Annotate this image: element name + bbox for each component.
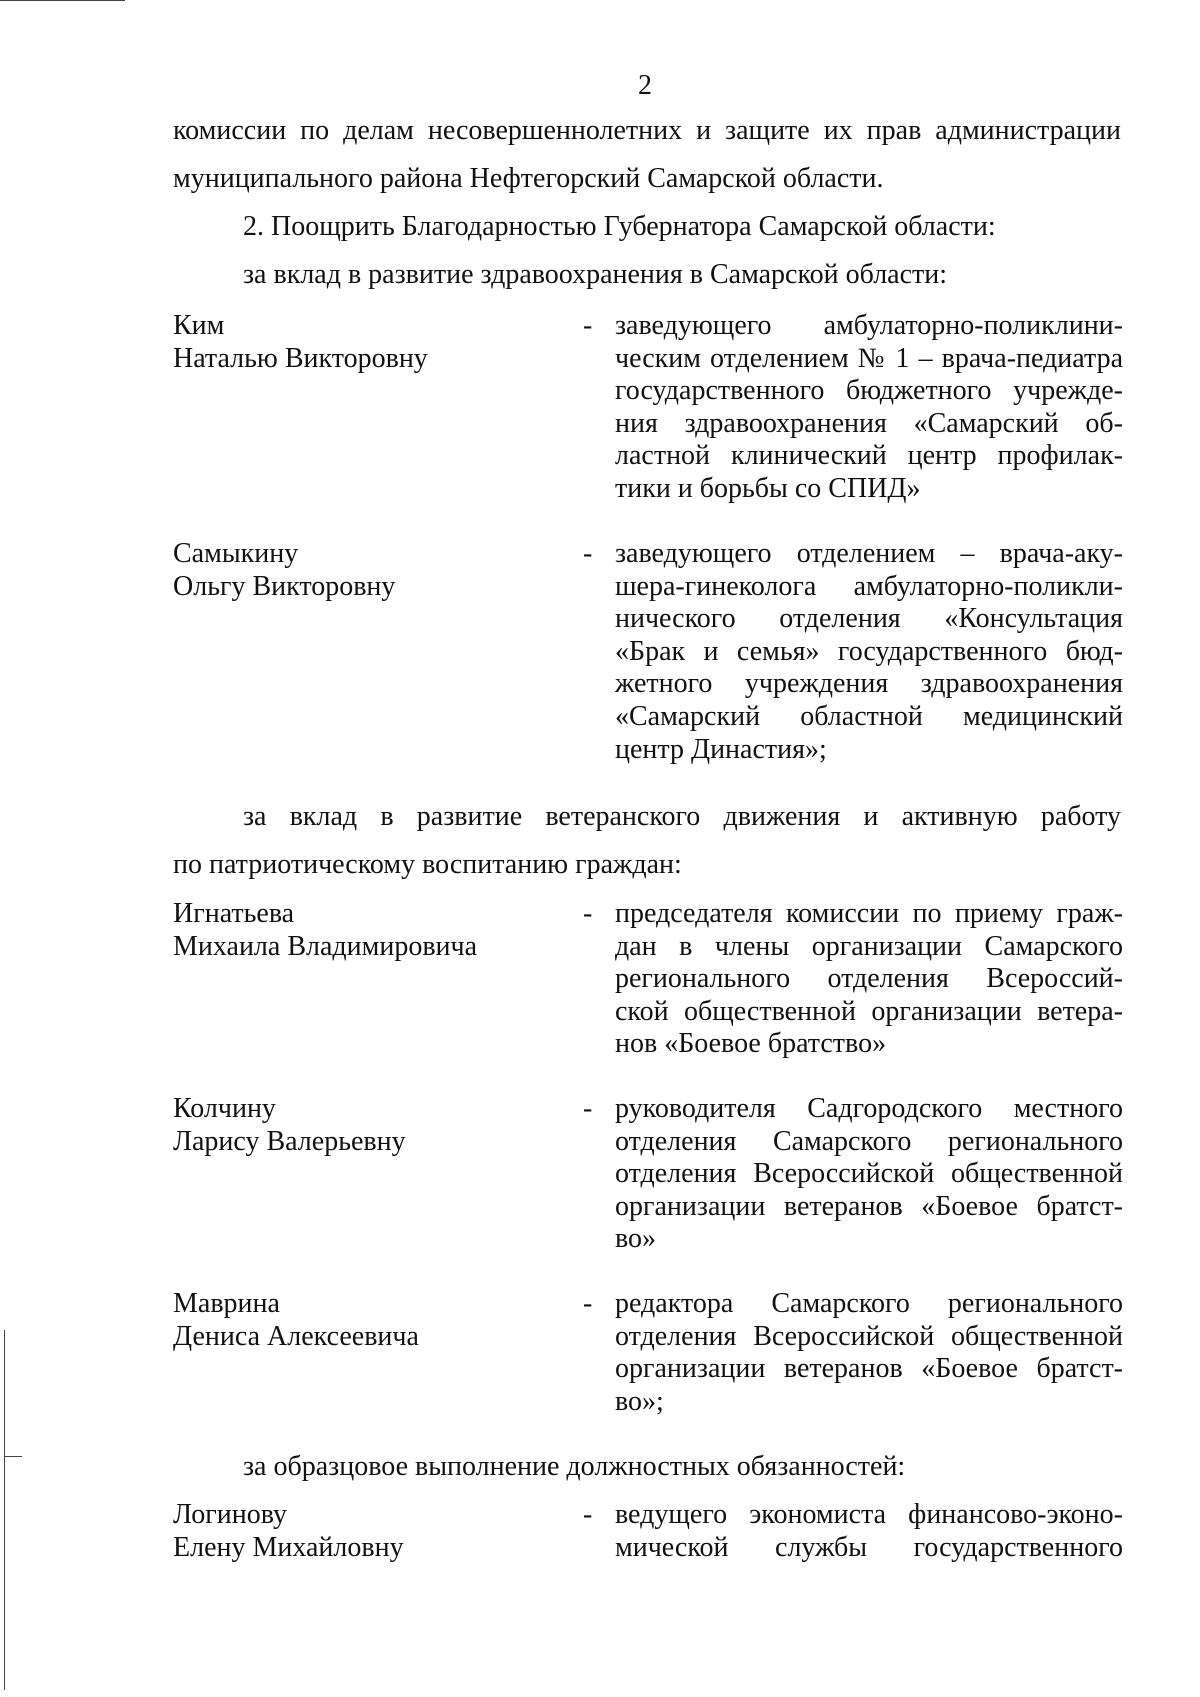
dash-separator: - [583, 310, 593, 341]
recipient-position: заведующего амбулаторно-поликлини- ческим отделением № 1 – врача-педиатра государственного бюджетного учрежде- ния здравоохранения «Самарский об- ластной клинический центр профилак- тики и борьбы со СПИД» [615, 310, 1123, 504]
intro-line-1: комиссии по делам несовершеннолетних и защите их прав администрации [173, 115, 1121, 146]
recipient-position: редактора Самарского регионального отделения Всероссийской общественной организации ветеранов «Боевое братст- во»; [615, 1288, 1123, 1417]
page-number: 2 [638, 70, 652, 101]
section-heading-cont: по патриотическому воспитанию граждан: [173, 849, 682, 880]
recipient-position: руководителя Садгородского местного отделения Самарского регионального отделения Всероссийской общественной организации ветеранов «Боевое братст- во» [615, 1093, 1123, 1255]
section-heading: за вклад в развитие ветеранского движения и активную работу [243, 801, 1121, 832]
section-heading: за образцовое выполнение должностных обязанностей: [243, 1451, 906, 1482]
recipient-name: Логинову Елену Михайловну [173, 1499, 404, 1563]
item-2-heading: 2. Поощрить Благодарностью Губернатора Самарской области: [243, 211, 996, 242]
recipient-name: Самыкину Ольгу Викторовну [173, 538, 396, 602]
scan-edge-line [0, 0, 125, 1]
dash-separator: - [583, 1288, 593, 1319]
recipient-name: Игнатьева Михаила Владимировича [173, 898, 478, 962]
recipient-name: Колчину Ларису Валерьевну [173, 1093, 406, 1157]
dash-separator: - [583, 538, 593, 569]
scan-edge-line [4, 1456, 22, 1457]
recipient-name: Маврина Дениса Алексеевича [173, 1288, 419, 1352]
dash-separator: - [583, 1499, 593, 1530]
recipient-position: ведущего экономиста финансово-эконо- мической службы государственного [615, 1499, 1123, 1563]
intro-line-2: муниципального района Нефтегорский Самарской области. [173, 163, 884, 194]
recipient-position: председателя комиссии по приему граж- дан в члены организации Самарского регионального отделения Всероссий- ской общественной организации ветера- нов «Боевое братство» [615, 898, 1123, 1060]
dash-separator: - [583, 898, 593, 929]
recipient-position: заведующего отделением – врача-аку- шера-гинеколога амбулаторно-поликли- нического отделения «Консультация «Брак и семья» государственного бюд- жетного учреждения здравоохранения «Самарский областной медицинский центр Династия»; [615, 538, 1123, 765]
recipient-name: Ким Наталью Викторовну [173, 310, 428, 374]
section-heading: за вклад в развитие здравоохранения в Самарской области: [243, 259, 948, 290]
scan-edge-line [4, 1330, 5, 1690]
dash-separator: - [583, 1093, 593, 1124]
